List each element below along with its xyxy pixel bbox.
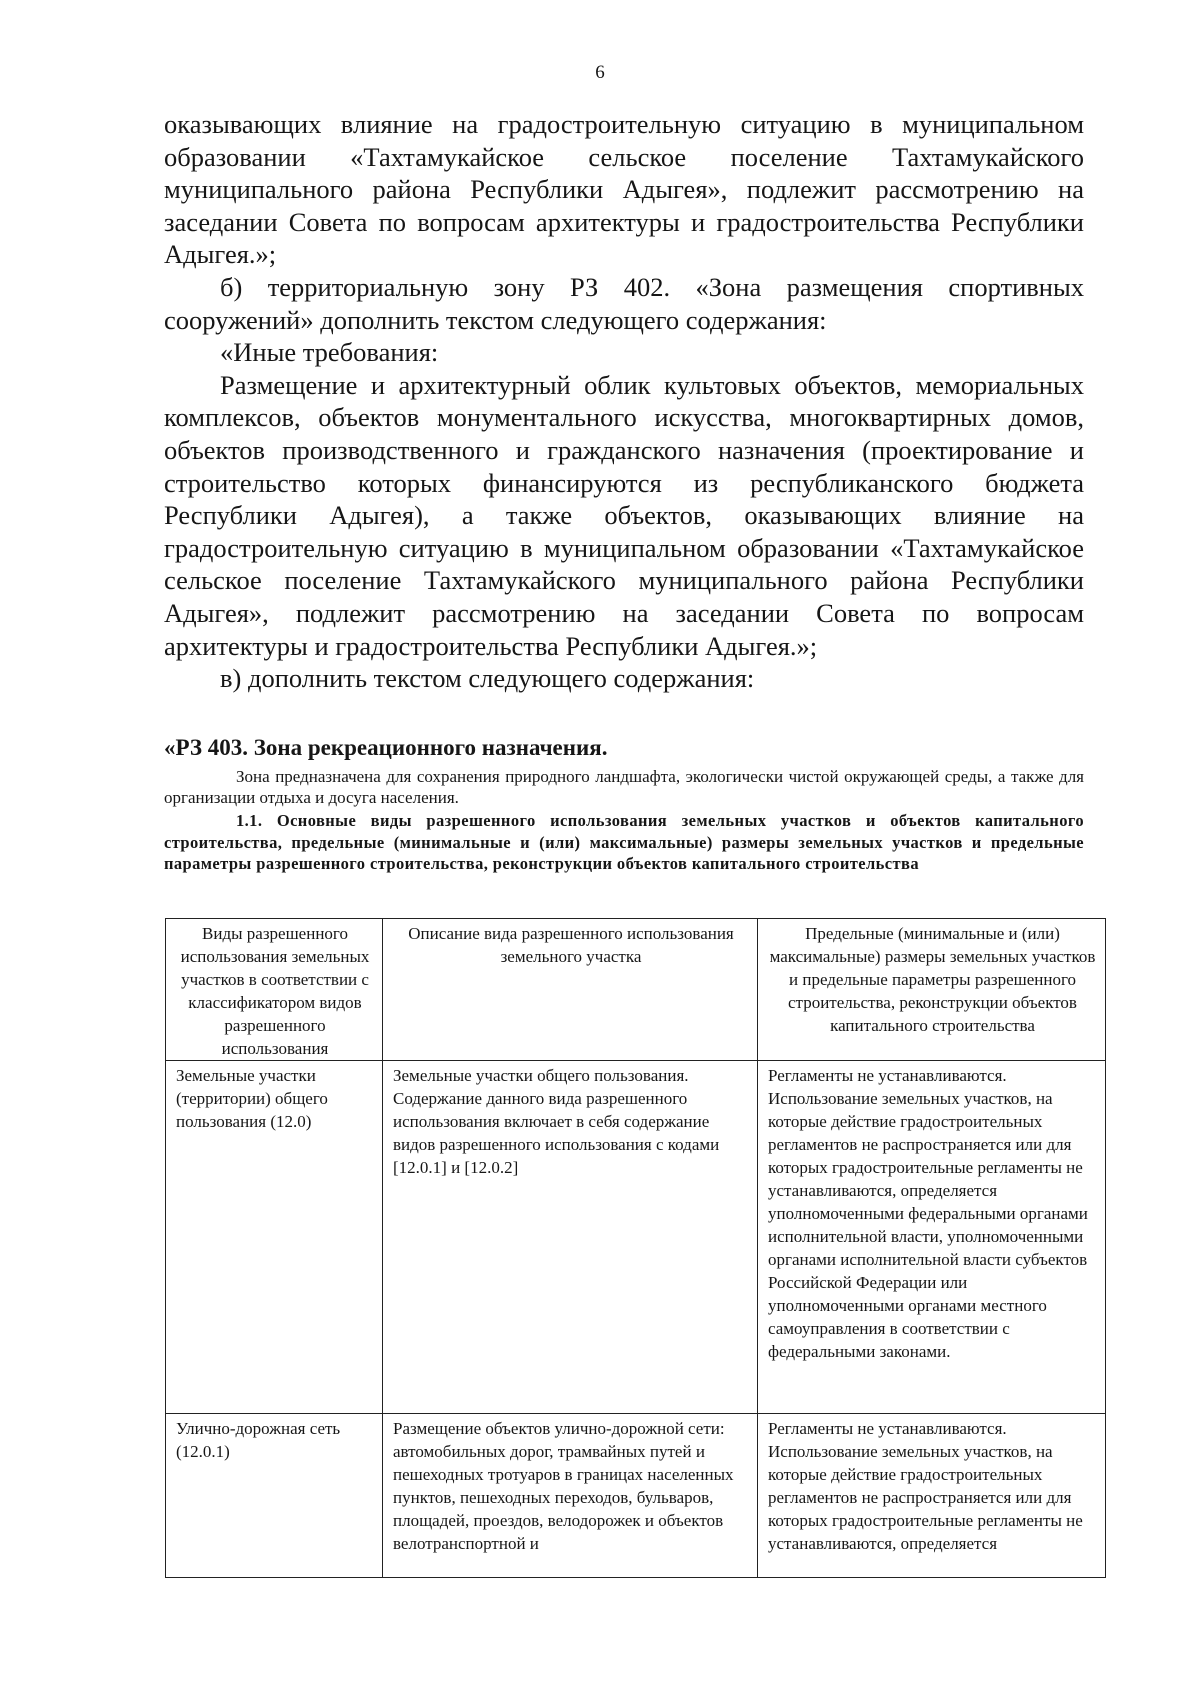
zone-description: Зона предназначена для сохранения природного ландшафта, экологически чистой окружающей среды, а также для организации отдыха и досуга населения. [164, 767, 1084, 807]
table-row [166, 1061, 1106, 1414]
cell-text: Размещение объектов улично-дорожной сети: автомобильных дорог, трамвайных путей и пешеходных тротуаров в границах населенных пунктов, пешеходных переходов, бульваров, площадей, проездов, велодорожек и объектов велотранспортной и [393, 1419, 734, 1553]
table-cell [758, 1414, 1106, 1578]
cell-text: Регламенты не устанавливаются. Использование земельных участков, на которые действие градостроительных регламентов не распространяется или для которых градостроительные регламенты не устанавливаются, определяется [768, 1419, 1083, 1553]
paragraph-item-c: в) дополнить текстом следующего содержания: [220, 663, 755, 694]
table-row [166, 1414, 1106, 1578]
header-cell-description [383, 919, 758, 1061]
cell-text: Улично-дорожная сеть (12.0.1) [176, 1419, 341, 1461]
section-title: 1.1. Основные виды разрешенного использования земельных участков и объектов капитального строительства, предельные (минимальные и (или) максимальные) размеры земельных участков и предельные параметры разрешенного строительства, реконструкции объектов капитального строительства [164, 811, 1084, 873]
table-cell [383, 1061, 758, 1414]
header-cell-parameters [758, 919, 1106, 1061]
section-title-block [164, 810, 1084, 875]
header-text: Описание вида разрешенного использования земельного участка [408, 924, 734, 966]
paragraph-item-b: б) территориальную зону РЗ 402. «Зона размещения спортивных сооружений» дополнить текстом следующего содержания: [164, 271, 1084, 335]
table-header-row [166, 919, 1106, 1061]
table-cell [758, 1061, 1106, 1414]
body-text [164, 108, 1084, 695]
paragraph-other-requirements: «Иные требования: [220, 337, 439, 368]
table-cell [383, 1414, 758, 1578]
table-cell [166, 1414, 383, 1578]
cell-text: Земельные участки (территории) общего пользования (12.0) [176, 1066, 328, 1131]
paragraph-continuation: оказывающих влияние на градостроительную ситуацию в муниципальном образовании «Тахтамукайское сельское поселение Тахтамукайского муниципального района Республики Адыгея», подлежит рассмотрению на заседании Совета по вопросам архитектуры и градостроительства Республики Адыгея.»; [164, 109, 1084, 270]
regulations-table [165, 918, 1106, 1578]
page-number: 6 [595, 62, 605, 83]
zone-description-block [164, 766, 1084, 808]
cell-text: Регламенты не устанавливаются. Использование земельных участков, на которые действие градостроительных регламентов не распространяется или для которых градостроительные регламенты не устанавливаются, определяется уполномоченными федеральными органами исполнительной власти, уполномоченными органами исполнительной власти субъектов Российской Федерации или уполномоченными органами местного самоуправления в соответствии с федеральными законами. [768, 1066, 1088, 1361]
cell-text: Земельные участки общего пользования. Содержание данного вида разрешенного использования включает в себя содержание видов разрешенного использования с кодами [12.0.1] и [12.0.2] [393, 1066, 720, 1177]
zone-heading: «РЗ 403. Зона рекреационного назначения. [164, 735, 608, 760]
header-text: Виды разрешенного использования земельных участков в соответствии с классификатором видов разрешенного использования [180, 924, 370, 1058]
table-cell [166, 1061, 383, 1414]
header-cell-usage-type [166, 919, 383, 1061]
header-text: Предельные (минимальные и (или) максимальные) размеры земельных участков и предельные параметры разрешенного строительства, реконструкции объектов капитального строительства [769, 924, 1096, 1035]
paragraph-placement: Размещение и архитектурный облик культовых объектов, мемориальных комплексов, объектов монументального искусства, многоквартирных домов, объектов производственного и гражданского назначения (проектирование и строительство которых финансируются из республиканского бюджета Республики Адыгея), а также объектов, оказывающих влияние на градостроительную ситуацию в муниципальном образовании «Тахтамукайское сельское поселение Тахтамукайского муниципального района Республики Адыгея», подлежит рассмотрению на заседании Совета по вопросам архитектуры и градостроительства Республики Адыгея.»; [164, 369, 1084, 661]
